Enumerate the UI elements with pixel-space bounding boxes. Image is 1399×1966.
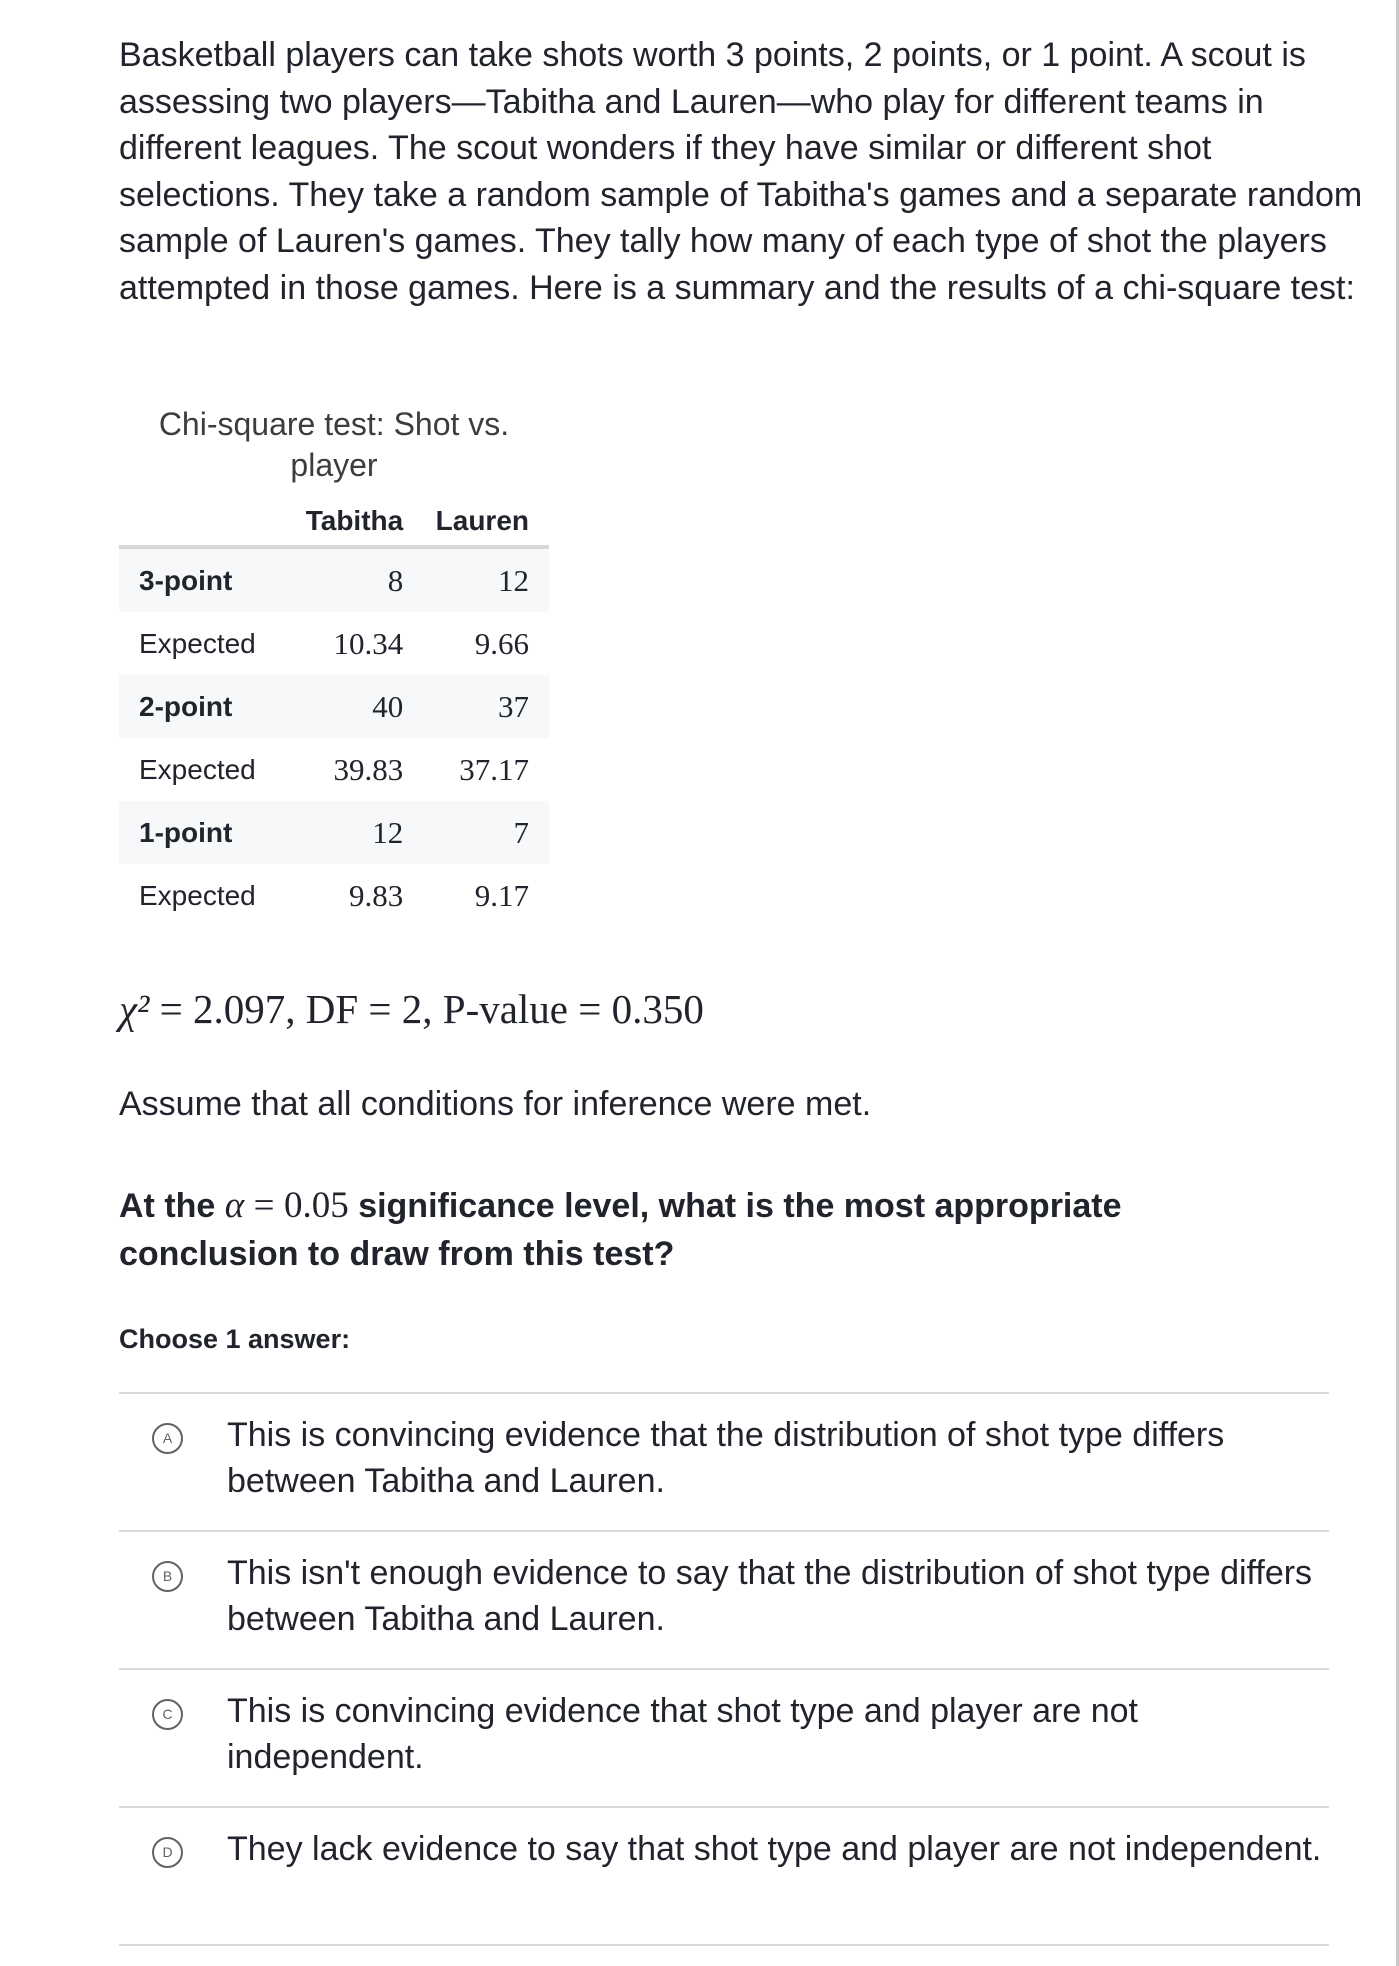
cell-value: 9.17 — [474, 877, 529, 913]
table-title: Chi-square test: Shot vs. player — [158, 406, 510, 483]
question-text: At the α = 0.05 significance level, what is the most appropriate conclusion to draw from this test? — [119, 1185, 1122, 1273]
p-value: 0.350 — [611, 986, 704, 1032]
cell-value: 40 — [293, 675, 423, 738]
row-label: Expected — [139, 753, 256, 785]
radio-circle-icon[interactable]: D — [152, 1837, 183, 1868]
choice-text: They lack evidence to say that shot type and player are not independent. — [227, 1830, 1322, 1868]
assumption-text: Assume that all conditions for inference were met. — [119, 1085, 872, 1123]
answer-choice-b[interactable] — [119, 1532, 1329, 1668]
cell-value: 12 — [423, 547, 549, 612]
chi-value: 2.097 — [192, 986, 286, 1032]
table-row — [119, 547, 549, 612]
answer-choice-d[interactable] — [119, 1808, 1329, 1944]
header-lauren: Lauren — [423, 496, 549, 547]
alpha-symbol: α — [224, 1185, 245, 1226]
table-row — [119, 738, 549, 801]
cell-value: 37.17 — [459, 751, 529, 787]
cell-value: 10.34 — [333, 625, 404, 661]
row-label: Expected — [139, 627, 256, 659]
df-label: DF — [305, 986, 359, 1032]
df-value: 2 — [401, 986, 423, 1032]
choose-label: Choose 1 answer: — [119, 1324, 351, 1354]
radio-circle-icon[interactable]: B — [152, 1561, 183, 1592]
problem-intro: Basketball players can take shots worth 3 points, 2 points, or 1 point. A scout is assessing two players—Tabitha and Lauren—who play for different teams in different leagues. The scout wonders if they have similar or different shot selections. They take a random sample of Tabitha's games and a separate random sample of Lauren's games. They tally how many of each type of shot the players attempted in those games. Here is a summary and the results of a chi-square test: — [119, 36, 1363, 307]
cell-value: 8 — [293, 547, 423, 612]
cell-value: 7 — [423, 801, 549, 864]
test-statistic-line: χ² = 2.097, DF = 2, P-value = 0.350 — [119, 986, 704, 1032]
choice-text: This is convincing evidence that shot type and player are not independent. — [227, 1692, 1138, 1776]
cell-value: 9.66 — [474, 625, 529, 661]
row-label: 1-point — [119, 801, 293, 864]
row-label: Expected — [139, 879, 256, 911]
p-label: P-value — [442, 986, 569, 1032]
cell-value: 12 — [293, 801, 423, 864]
alpha-value: 0.05 — [283, 1185, 349, 1226]
radio-circle-icon[interactable]: A — [152, 1423, 183, 1454]
table-header-row — [119, 496, 549, 547]
divider — [119, 1944, 1329, 1946]
cell-value: 9.83 — [348, 877, 404, 913]
answer-choice-a[interactable] — [119, 1394, 1329, 1530]
row-label: 2-point — [119, 675, 293, 738]
question-after: significance level, what is the most appropriate conclusion to draw from this test? — [119, 1187, 1122, 1273]
header-empty — [119, 496, 293, 547]
chi-symbol: χ² — [119, 986, 150, 1032]
row-label: 3-point — [119, 547, 293, 612]
answer-choice-c[interactable] — [119, 1670, 1329, 1806]
choice-text: This isn't enough evidence to say that the distribution of shot type differs between Tabitha and Lauren. — [227, 1554, 1313, 1638]
table-row — [119, 864, 549, 927]
chi-square-table — [119, 496, 549, 927]
cell-value: 37 — [423, 675, 549, 738]
table-row — [119, 801, 549, 864]
choice-text: This is convincing evidence that the distribution of shot type differs between Tabitha and Lauren. — [227, 1416, 1225, 1500]
header-tabitha: Tabitha — [293, 496, 423, 547]
cell-value: 39.83 — [333, 751, 404, 787]
radio-circle-icon[interactable]: C — [152, 1699, 183, 1730]
question-before: At the — [119, 1187, 216, 1225]
table-row — [119, 675, 549, 738]
table-row — [119, 612, 549, 675]
